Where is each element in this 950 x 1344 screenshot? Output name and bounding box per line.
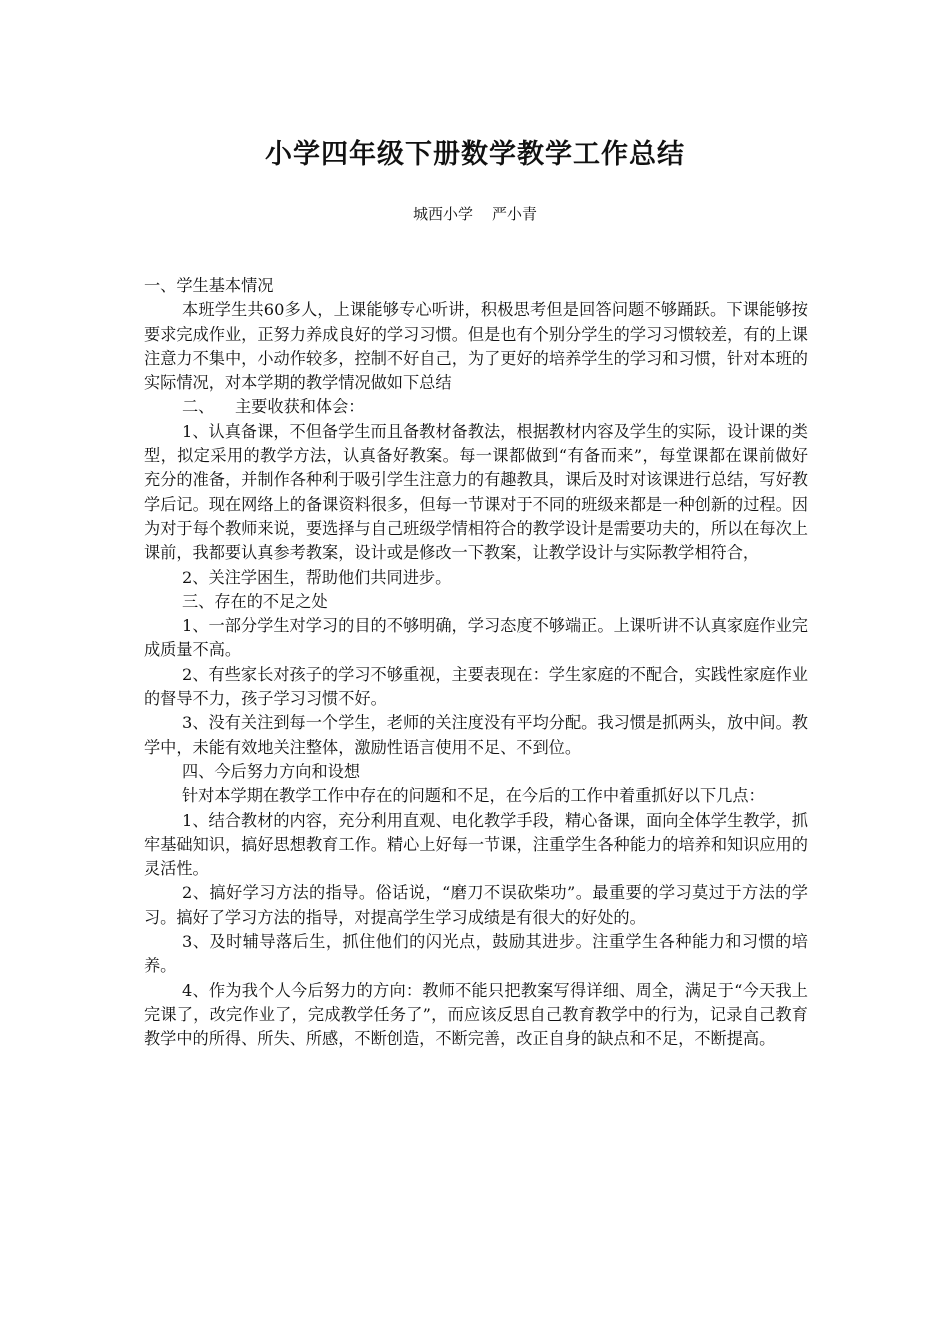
section-heading-future: 四、今后努力方向和设想 (182, 761, 361, 781)
paragraph-future-3: 3、及时辅导落后生，抓住他们的闪光点，鼓励其进步。注重学生各种能力和习惯的培养。 (144, 932, 808, 976)
paragraph-future-4: 4、作为我个人今后努力的方向：教师不能只把教案写得详细、周全，满足于“今天我上完课了，改完作业了，完成教学任务了”，而应该反思自己教育教学中的行为，记录自己教育教学中的所得、所失、所感，不断创造，不断完善，改正自身的缺点和不足，不断提高。 (144, 980, 808, 1049)
section-heading-gains: 二、 主要收获和体会： (182, 397, 365, 417)
document-title: 小学四年级下册数学教学工作总结 (265, 139, 685, 170)
document-body (144, 274, 808, 1052)
author-byline: 城西小学 严小青 (412, 205, 538, 223)
paragraph-future-1: 1、结合教材的内容，充分利用直观、电化教学手段，精心备课，面向全体学生教学，抓牢基础知识，搞好思想教育工作。精心上好每一节课，注重学生各种能力的培养和知识应用的灵活性。 (144, 810, 808, 879)
paragraph-gain-preparation: 1、认真备课，不但备学生而且备教材备教法，根据教材内容及学生的实际，设计课的类型，拟定采用的教学方法，认真备好教案。每一课都做到“有备而来”，每堂课都在课前做好充分的准备，并制作各种利于吸引学生注意力的有趣教具，课后及时对该课进行总结，写好教学后记。现在网络上的备课资料很多，但每一节课对于不同的班级来都是一种创新的过程。因为对于每个教师来说，要选择与自己班级学情相符合的教学设计是需要功夫的，所以在每次上课前，我都要认真参考教案，设计或是修改一下教案，让教学设计与实际教学相符合， (144, 421, 808, 563)
paragraph-shortcoming-2: 2、有些家长对孩子的学习不够重视，主要表现在：学生家庭的不配合，实践性家庭作业的督导不力，孩子学习习惯不好。 (144, 664, 808, 709)
section-heading-shortcomings: 三、存在的不足之处 (182, 591, 328, 611)
paragraph-future-2: 2、搞好学习方法的指导。俗话说，“磨刀不误砍柴功”。最重要的学习莫过于方法的学习。搞好了学习方法的指导，对提高学生学习成绩是有很大的好处的。 (144, 883, 808, 927)
paragraph-future-intro: 针对本学期在教学工作中存在的问题和不足，在今后的工作中着重抓好以下几点： (182, 786, 765, 806)
paragraph-shortcoming-3: 3、没有关注到每一个学生，老师的关注度没有平均分配。我习惯是抓两头，放中间。教学中，未能有效地关注整体，激励性语言使用不足、不到位。 (144, 713, 808, 757)
paragraph-gain-struggling-students: 2、关注学困生，帮助他们共同进步。 (182, 567, 452, 587)
paragraph-shortcoming-1: 1、一部分学生对学习的目的不够明确，学习态度不够端正。上课听讲不认真家庭作业完成质量不高。 (144, 616, 808, 660)
paragraph-class-overview: 本班学生共60多人，上课能够专心听讲，积极思考但是回答问题不够踊跃。下课能够按要求完成作业，正努力养成良好的学习习惯。但是也有个别分学生的学习习惯较差，有的上课注意力不集中，小动作较多，控制不好自己，为了更好的培养学生的学习和习惯，针对本班的实际情况，对本学期的教学情况做如下总结 (144, 300, 808, 393)
section-heading-student-situation: 一、学生基本情况 (144, 276, 274, 295)
